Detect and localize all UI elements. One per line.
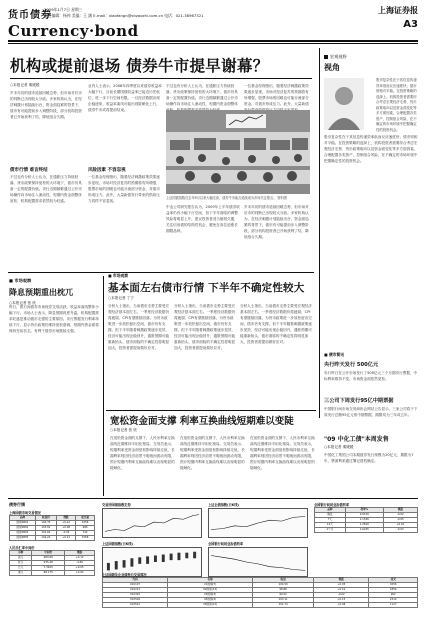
table-cell: 7天 [315,518,346,523]
table-cell: 010303 [103,593,168,598]
brief-2-body: 中国银行间市场交易商协会网站公告显示，三家公司将于下周发行总额95亿元的中期票据，期限均为三年或五年。 [324,407,418,417]
chart4-title: 全国银行间同业拆借利率 [208,542,244,546]
table2-title: 人民币汇率中间价 [9,546,35,550]
table-cell: +0.12 [65,556,95,561]
table-cell: 03国债(3) [168,593,253,598]
table-cell: 98.86 [253,588,314,593]
section-title-cn: 货币债券 [8,10,52,21]
table-cell: 美元 [10,556,32,561]
brief-3-byline: ○本报记者 秦媛媛 [324,445,354,449]
table-cell: 14天 [315,523,346,528]
sec3-col-2: 在宽松资金面的支撑下，人民币利率互换曲线近期维持平坦化格局。交易员表示，短端利率受资金面宽松影响持续走低，长端利率则因经济前景不明朗而波动有限，预计短期内利率互换曲线难以出现明显的陡峭化。 [180,436,245,470]
table-cell: -0.05 [56,531,75,536]
sec3-rule [106,410,316,411]
table-row [103,603,418,608]
table-cell: 742 [76,531,95,536]
editor-info: 责任编辑：杨伟 美编：王 涵 E-mail：xiaofangn@shzaozhi.com.cn 电话：021-38967321 [44,13,204,18]
table-cell: 1个月 [315,528,346,533]
table-row [10,556,95,561]
paper-name: 上海证券报 [378,5,418,15]
table-cell: 国债0802 [10,526,36,531]
table-cell: 101.64 [35,531,56,536]
table-cell: 7.3925 [32,566,65,571]
table-cell: 1856 [369,588,418,593]
opinion-column [324,54,420,350]
table-cell: 1568 [76,536,95,541]
table-row [10,561,95,566]
section-title-en: Currency·bond [8,22,139,40]
table-cell: 0.9120 [345,513,383,518]
table-row [315,513,418,518]
sec2-byline: ○本报记者 丁宁 [108,296,134,300]
portrait-image [324,78,364,130]
photo-caption: 上证国债指数自去年9月以来大幅走高，债券牛市能否延续成为市场关注焦点。 资料图 [166,196,287,200]
section-rule [8,272,314,273]
table-header-cell: 成交 [369,578,418,583]
lead-para-5: 中金公司研究报告认为，2009年上半年债券收益率仍有小幅下行空间，但下半年面临的调整风险将明显上升，建议投资者适当缩短久期，关注信用债的结构性机会，避免在高位追涨长期限品种。 [166,205,240,233]
table-row [10,571,95,576]
trading-floor-photo [166,110,310,194]
left-story-byline: ○本报记者 张 欣 [9,301,36,305]
author-portrait [324,78,373,130]
table-cell: 986 [76,526,95,531]
masthead-rule [8,40,418,42]
table-cell: -0.02 [314,593,369,598]
left-story-header [9,278,99,306]
lead-para-2: 业内人士表示，2008年四季度以来债券收益率大幅下行，目前长期国债收益率已接近历史低位，进一步下行空间有限。一旦经济数据出现企稳迹象，收益率曲线可能出现陡峭化上行，债券牛市或将提前结束。 [88,84,162,112]
table-cell: 欧元 [10,561,32,566]
table-cell: 国债0801 [10,521,36,526]
table-cell: 国债0803 [10,531,36,536]
table-cell: 010504 [103,598,168,603]
lead-para-1: 岁末年初的债市延续回暖态势，但市场对后市的判断已出现较大分歧。多家机构认为，在经济刺激计划陆续出台、资金面趋紧的背景下，债市有可能提前步入调整阶段，部分机构投资者已开始获利了结，降低组合久期。 [10,91,82,119]
table-cell: 隔夜 [315,513,346,518]
table-cell: 102.35 [35,521,56,526]
column-tag: 宏观视野 [330,54,347,59]
table-cell: 05国债(12) [168,603,253,608]
table4-title: 全国银行间同业拆借利率 [314,503,350,507]
brief-3-body: 中国化工集团公司本期债券发行规模为20亿元，期限为7年，票面利率通过簿记建档确定。 [324,453,414,463]
market-title-left: 债券行情 [9,502,25,507]
lead-subhead-2: 风险因素 不容忽视 [88,168,126,173]
table-cell: 010213 [103,588,168,593]
table-cell: -0.05 [383,518,417,523]
brief-2-title: 三公司下周发行95亿中期票据 [324,398,394,404]
table-cell: -4.56 [65,561,95,566]
column-title: 视角 [324,63,340,72]
table-header-cell: 代码 [103,578,168,583]
bottom-table-title: 上证国债及企业债券日交易简况 [102,573,147,577]
table-cell: 683.69 [32,556,65,561]
chart2-title: 上证国债指数(日K线) [102,542,133,546]
lead-subhead-1: 债市行情 难言终结 [10,168,48,173]
sec2-col-1: 分析人士指出，当前债市走势主要受宏观经济基本面左右。一季度经济数据仍将疲弱，CPI有望继续回落，为货币政策进一步放松留出空间，债市仍有支撑。但下半年随着刺激政策逐步见效，经济可能出现企稳回升，通胀预期可能重新抬头，债市面临的不确定性将明显加大，投资者需提前做好应对。 [108,304,170,350]
table-cell: -0.02 [383,513,417,518]
chart3-box [208,508,308,538]
lead-headline: 机构或提前退场 债券牛市提早谢幕？ [10,57,269,75]
headline-rule [10,78,312,79]
chart3-title: 上证企债指数(日K线) [208,503,239,507]
table-cell: +0.21 [56,536,75,541]
table-cell: 21国债(7) [168,583,253,588]
table-header-cell: 成交量 [76,516,95,521]
chart3-line [209,509,307,537]
lead-para-2b: 不过也有分析人士认为，在通胀压力持续回落、货币政策保持宽松的大环境下，债市仍具备一定的配置价值。央行近期频繁通过公开市场操作向市场注入流动性，短期内资金面整体 [166,84,238,106]
column-body: 股市复杂性在于其信息传递效率低而反应速度快；债市则相对平稳。在投资策略的选择上，机构投资者需要综合考虑宏观经济走势、货币政策取向以及资金面变化等多方面因素，合理配置各类资产，控制组合风险，在不确定的市场环境中把握确定性的投资机会。 [324,135,418,163]
table-cell: 104.50 [253,583,314,588]
sec2-kicker: ■ 市场观察 [108,273,129,278]
table-header-cell: 收盘 [253,578,314,583]
lead-para-6: 岁末年初的债市延续回暖态势，但市场对后市的判断已出现较大分歧。多家机构认为，在经济刺激计划陆续出台、资金面趋紧的背景下，债市有可能提前步入调整阶段，部分机构投资者已开始获利了结，降低组合久期。 [244,205,309,239]
table-cell: +0.01 [383,523,417,528]
masthead-rule-thin [8,43,418,44]
table-cell: 103.11 [253,598,314,603]
market-left [9,502,95,576]
table-cell: 国债0805 [10,536,36,541]
sec3-headline: 宽松资金面支撑 利率互换曲线短期难以变陡 [110,416,294,427]
masthead-right [348,5,418,30]
table-cell: -0.03 [383,528,417,533]
bond-trading-table [9,515,95,541]
chart1-box [102,508,202,538]
table-cell: 3256 [369,583,418,588]
table1-title: 上海国债市场交易情况 [9,511,41,515]
sec2-headline: 基本面左右债市行情 下半年不确定性较大 [108,282,305,294]
table-cell: +0.08 [314,603,369,608]
table-cell: 010107 [103,583,168,588]
lead-byline: ○本报记者 秦媛媛 [10,83,40,87]
issue-info [44,7,314,19]
table-header-cell: 中间价 [32,551,65,556]
table-row [10,536,95,541]
table-cell: 1256 [76,521,95,526]
market-rule [8,498,418,499]
fx-rate-table [9,550,95,576]
table-cell: 101.74 [253,603,314,608]
table-row [315,528,418,533]
table-cell: +0.02 [65,571,95,576]
table-cell: 104.22 [35,536,56,541]
issue-date: 2009年1月7日 星期三 [44,7,83,12]
column-intro: 股市复杂性在于其信息传递效率低而反应速度快；债市则相对平稳。在投资策略的选择上，机构投资者需要综合考虑宏观经济走势、货币政策取向以及资金面变化等多方面因素，合理配置各类资产，控制组合风险，在不确定的市场环境中把握确定性的投资机会。 [375,78,417,132]
table-cell: +0.15 [314,598,369,603]
sec3-col-3: 在宽松资金面的支撑下，人民币利率互换曲线近期维持平坦化格局。交易员表示，短端利率受资金面宽松影响持续走低，长端利率则因经济前景不明朗而波动有限，预计短期内利率互换曲线难以出现明显的陡峭化。 [250,436,315,470]
table-cell: 010512 [103,603,168,608]
table-cell: 05国债(4) [168,598,253,603]
table-cell: 99.52 [253,593,314,598]
table-cell: 2314 [369,598,418,603]
table-cell: 02国债(13) [168,588,253,593]
page-number: A3 [403,19,418,30]
table-cell: 1.6245 [345,528,383,533]
table-row [315,523,418,528]
market-bottom [102,572,418,608]
table-cell: 1.1536 [345,518,383,523]
table-header-cell: 币种 [10,551,32,556]
interbank-rate-table [314,507,418,533]
square-bullet-icon [324,55,328,59]
table-header-cell: 品种 [10,516,36,521]
lead-para-4: 一位基金经理指出，随着经济刺激政策效果逐步显现，市场对经济复苏的预期将有所增强，股票市场的回暖也可能分流部分资金，对债市形成压力。此外，大量新债发行带来的供给压力同样不容忽视。 [88,175,160,203]
table-header-cell: 利率% [345,508,383,513]
photo-image [166,110,310,194]
brief-1-body: 央行昨日在公开市场发行了500亿元三个月期央行票据，中标利率维持不变，市场资金面依然宽松。 [324,371,418,381]
lead-para-2c: 一位基金经理指出，随着经济刺激政策效果逐步显现，市场对经济复苏的预期将有所增强，股票市场的回暖也可能分流部分资金，对债市形成压力。此外，大量新债 [244,84,309,106]
table-header-cell: 涨跌 [65,551,95,556]
left-divider [103,276,104,496]
table-cell: 88.175 [32,571,65,576]
sec2-col-3: 分析人士指出，当前债市走势主要受宏观经济基本面左右。一季度经济数据仍将疲弱，CPI有望继续回落，为货币政策进一步放松留出空间，债市仍有支撑。但下半年随着刺激政策逐步见效，经济可能出现企稳回升，通胀预期可能重新抬头，债市面临的不确定性将明显加大，投资者需提前做好应对。 [240,304,312,344]
table-cell: 港元 [10,571,32,576]
table-cell: 935.28 [32,561,65,566]
market-charts-2 [208,502,308,577]
market-right [314,502,418,533]
table-header-cell: 收盘价 [35,516,56,521]
table-cell: 日元 [10,566,32,571]
left-story-title: 降息预期重出枕兀 [9,288,73,297]
table-header-cell: 名称 [168,578,253,583]
table-cell: 1127 [369,603,418,608]
table-header-cell: 涨跌 [314,578,369,583]
table-cell: 103.81 [35,526,56,531]
table-header-cell: 涨跌 [56,516,75,521]
table-row [315,518,418,523]
table-header-cell: 品种 [315,508,346,513]
table-cell: +0.12 [56,521,75,526]
chart1-line [103,509,201,537]
briefs-kicker: ■ 债市简讯 [324,352,345,357]
market-charts [102,502,202,577]
sec3-byline: ○本报记者 张 欣 [110,428,137,432]
left-story-kicker: ■ 市场观察 [9,278,32,283]
table-cell: +0.10 [314,588,369,593]
table-cell: 962 [369,593,418,598]
table-row [10,566,95,571]
brief-3-title: "09 中化工债"本周发售 [324,436,389,443]
sec3-col-1: 在宽松资金面的支撑下，人民币利率互换曲线近期维持平坦化格局。交易员表示，短端利率受资金面宽松影响持续走低，长端利率则因经济前景不明朗而波动有限，预计短期内利率互换曲线难以出现明显的陡峭化。 [110,436,175,470]
brief-1-title: 央行昨天发行 500亿元 [324,362,379,368]
column-divider [319,48,320,418]
table-header-cell: 涨跌 [383,508,417,513]
table-cell: +0.05 [314,583,369,588]
table-cell: +0.05 [65,566,95,571]
left-story-body: 昨日，银行间债券市场现券交易活跃，收益率曲线整体小幅下行。市场人士表示，降息预期再度升温，机构配置需求旺盛是推动债市走强的主要原因。央行票据发行利率持续下行，显示货币政策仍维持宽松基调，短期内资金面将保持充裕状态，有利于债券市场继续走强。 [9,305,99,333]
sec2-col-2: 分析人士指出，当前债市走势主要受宏观经济基本面左右。一季度经济数据仍将疲弱，CPI有望继续回落，为货币政策进一步放松留出空间，债市仍有支撑。但下半年随着刺激政策逐步见效，经济可能出现企稳回升，通胀预期可能重新抬头，债市面临的不确定性将明显加大，投资者需提前做好应对。 [174,304,236,350]
lead-para-3: 不过也有分析人士认为，在通胀压力持续回落、货币政策保持宽松的大环境下，债市仍具备一定的配置价值。央行近期频繁通过公开市场操作向市场注入流动性，短期内资金面整体宽松，机构配置需求依然较为旺盛。 [10,175,82,203]
table-cell: +0.08 [56,526,75,531]
chart1-title: 交易所国债指数走势 [102,503,131,507]
exchange-bond-table [102,577,418,608]
table-cell: 1.2810 [345,523,383,528]
